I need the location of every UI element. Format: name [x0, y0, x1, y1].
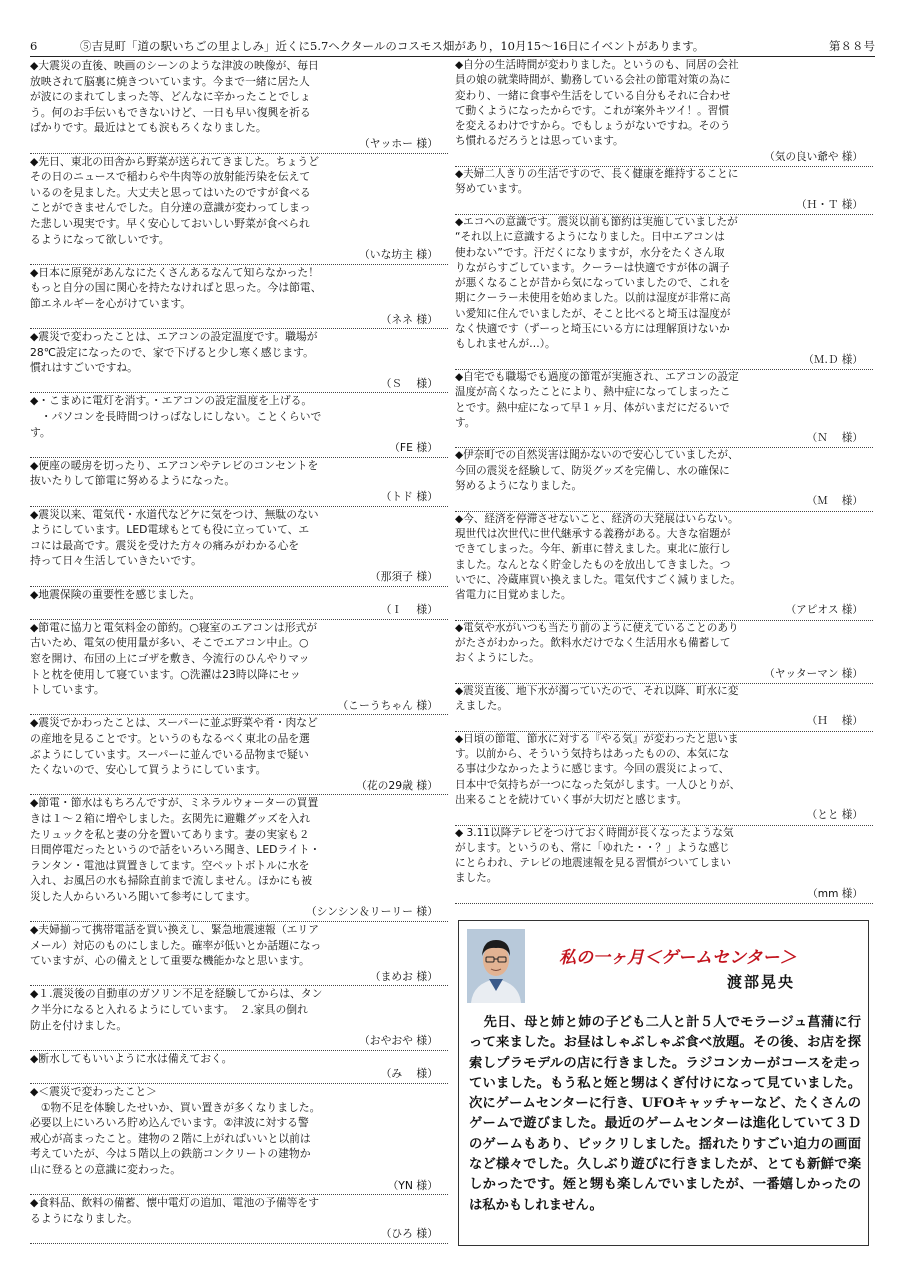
- reader-comment: [455, 732, 873, 826]
- reader-comment: [455, 448, 873, 511]
- author-photo: [467, 929, 525, 1003]
- comment-signature: （ヤッホー 様）: [358, 136, 438, 150]
- left-column: [30, 58, 448, 1244]
- comment-signature: （ひろ 様）: [380, 1227, 438, 1241]
- comment-signature: （花の29歳 様）: [356, 778, 438, 792]
- comment-signature: （いな坊主 様）: [358, 248, 438, 262]
- comment-text: ◆節電・節水はもちろんですが、ミネラルウォーターの買置 きは１～２箱に増やしました。玄関先に避難グッズを入れ たリュックを私と妻の分を置いてあります。妻の実家も２ 日間停電だったというので話をいろいろ聞き、LEDライト・ ランタン・電池は買置きしてます。空ペットボトルに水を 入れ、お風呂の水も掃除直前まで流しません。ほかにも被 災した人からいろいろ聞いて参考にしてます。: [30, 796, 321, 903]
- comment-signature: （Ｎ 様）: [806, 432, 863, 445]
- comment-signature: （Ｉ 様）: [380, 603, 438, 617]
- reader-comment: [455, 58, 873, 167]
- comment-text: ◆自分の生活時間が変わりました。というのも、同居の会社 員の娘の就業時間が、勤務している会社の節電対策の為に 変わり、一緒に食事や生活をしている自分もそれに合わせ て動くようになったからです。これが案外キツイ！。習慣 を変えるわけですから。でもしょうがないですね。そのう ち慣れるだろうとは思っています。: [455, 59, 739, 148]
- reader-comment: [455, 512, 873, 621]
- comment-text: ◆地震保険の重要性を感じました。: [30, 587, 201, 601]
- essay-box: [458, 920, 869, 1246]
- page-number: 6: [30, 39, 38, 53]
- comment-text: ◆節電に協力と電気料金の節約。○寝室のエアコンは形式が 古いため、電気の使用量が多い、そこでエアコン中止。○ 窓を開け、布団の上にゴザを敷き、今流行のひんやりマッ トと枕を使用して寝ています。○洗濯は23時以降にセッ トしています。: [30, 620, 318, 697]
- comment-text: ◆１.震災後の自動車のガソリン不足を経験してからは、タン ク半分になると入れるようにしています。 ２.家具の倒れ 防止を付けました。: [30, 987, 323, 1032]
- reader-comment: [30, 507, 448, 587]
- comment-text: ◆食料品、飲料の備蓄、懐中電灯の追加、電池の予備等をす るようになりました。: [30, 1196, 320, 1225]
- reader-comment: [455, 370, 873, 448]
- right-column: [455, 58, 873, 904]
- reader-comment: [455, 826, 873, 904]
- reader-comment: [455, 167, 873, 215]
- comment-signature: （Ｈ・Ｔ 様）: [796, 198, 863, 211]
- comment-text: ◆夫婦二人きりの生活ですので、長く健康を維持することに 努めています。: [455, 168, 739, 196]
- reader-comment: [30, 329, 448, 393]
- reader-comment: [30, 393, 448, 457]
- header-notice: ⑤吉見町「道の駅いちごの里よしみ」近くに5.7ヘクタールのコスモス畑があり，10月15～16日にイベントがあります。: [80, 39, 705, 53]
- comment-text: ◆＜震災で変わったこと＞ ①物不足を体験したせいか、買い置きが多くなりました。 必要以上にいろいろ貯め込んでいます。②津波に対する警 戒心が高まったこと。建物の２階に上がればいいと以前は 考えていたが、今は５階以上の鉄筋コンクリートの建物か 山に登るとの意識に変わった。: [30, 1085, 321, 1176]
- comment-text: ◆今、経済を停滞させないこと、経済の大発展はいらない。 現世代は次世代に世代継承する義務がある。大きな宿題が できてしまった。今年、新車に替えました。東北に旅行し ました。なんとなく貯金したものを放出してきました。つ いでに、冷蔵庫買い換えました。電気代すごく減りました。 省電力に目覚めました。: [455, 512, 742, 602]
- reader-comment: [30, 265, 448, 329]
- comment-signature: （Ｍ.Ｄ 様）: [803, 353, 863, 366]
- reader-comment: [30, 458, 448, 507]
- comment-text: ◆大震災の直後、映画のシーンのような津波の映像が、毎日 放映されて脳裏に焼きついています。今まで一緒に居た人 が波にのまれてしまった等、どんなに辛かったことでしょ う。何のお手伝いもできないけど、一日も早い復興を祈る ばかりです。最近はとても涙もろくなりました。: [30, 59, 319, 135]
- comment-text: ◆便座の暖房を切ったり、エアコンやテレビのコンセントを 抜いたりして節電に努めるようになった。: [30, 458, 319, 488]
- reader-comment: [30, 715, 448, 795]
- comment-text: ◆伊奈町での自然災害は聞かないので安心していましたが、 今回の震災を経験して、防災グッズを完備し、水の確保に 努めるようになりました。: [455, 449, 739, 493]
- reader-comment: [30, 1051, 448, 1084]
- comment-signature: （トド 様）: [380, 490, 438, 504]
- reader-comment: [30, 620, 448, 716]
- comment-signature: （シンシン＆リーリー 様）: [305, 905, 438, 919]
- issue-number: 第８８号: [829, 39, 875, 53]
- comment-signature: （アピオス 様）: [785, 604, 863, 617]
- comment-signature: （Ｓ 様）: [380, 376, 438, 390]
- comment-signature: （ヤッターマン 様）: [764, 667, 863, 680]
- comment-text: ◆先日、東北の田舎から野菜が送られてきました。ちょうど その日のニュースで稲わらや牛肉等の放射能汚染を伝えて いるのを見ました。大丈夫と思ってはいたのですが食べる ことができませんでした。自分達の意識が変わってしまっ た悲しい現実です。早く安心しておいしい野菜が食べられ るようになって欲しいです。: [30, 154, 320, 246]
- comment-signature: （FE 様）: [389, 441, 438, 455]
- comment-signature: （ネネ 様）: [380, 312, 438, 326]
- comment-text: ◆ 3.11以降テレビをつけておく時間が長くなったような気 がします。というのも、常に「ゆれた・・？」ような感じ にとらわれ、テレビの地震速報を見る習慣がついてしまい ました。: [455, 826, 734, 885]
- comment-signature: （Ｍ 様）: [806, 495, 863, 508]
- comment-signature: （Ｈ 様）: [806, 715, 863, 728]
- page-header: [30, 37, 875, 55]
- comment-signature: （み 様）: [380, 1067, 438, 1081]
- reader-comment: [30, 1195, 448, 1244]
- comment-text: ◆断水してもいいように水は備えておく。: [30, 1051, 233, 1065]
- reader-comment: [30, 922, 448, 986]
- reader-comment: [30, 795, 448, 922]
- comment-text: ◆日頃の節電、節水に対する『やる気』が変わったと思いま す。以前から、そういう気持ちはあったものの、本気にな る事は少なかったように感じます。今回の震災によって、 日本中で気持ちが一つになった気がします。一人ひとりが、 出来ることを続けていく事が大切だと感じます。: [455, 732, 741, 806]
- comment-text: ◆震災直後、地下水が濁っていたので、それ以降、町水に変 えました。: [455, 684, 739, 713]
- comment-text: ◆エコへの意識です。震災以前も節約は実施していましたが “それ以上に意識するようになりました。日中エアコンは 使わない”です。汗だくになりますが，水分をたくさん取 りながらすごしています。クーラーは快適ですが体の調子 が悪くなることが昔から気になっていましたので、これを 期にクーラー未使用を始めました。以前は湿度が非常に高 い愛知に住んでいましたが、そこと比べると埼玉は湿度が なく快適です（ずーっと埼玉にいる方には理解頂けないか もしれませんが…）。: [455, 215, 738, 351]
- reader-comment: [455, 215, 873, 370]
- reader-comment: [455, 621, 873, 684]
- comment-signature: （気の良い爺や 様）: [764, 150, 863, 163]
- comment-signature: （YN 様）: [387, 1178, 438, 1192]
- essay-title: 私の一ヶ月＜ゲームセンター＞: [559, 948, 797, 968]
- reader-comment: [30, 587, 448, 620]
- comment-text: ◆日本に原発があんなにたくさんあるなんて知らなかった！ もっと自分の国に関心を持たなければと思った。今は節電、 節エネルギーを心がけています。: [30, 265, 322, 310]
- author-portrait-icon: [467, 929, 525, 1003]
- comment-text: ◆震災で変わったことは、エアコンの設定温度です。職場が 28℃設定になったので、家で下げると少し寒く感じます。 慣れはすごいですね。: [30, 330, 318, 375]
- comment-text: ◆震災でかわったことは、スーパーに並ぶ野菜や肴・肉など の産地を見ることです。というのもなるべく東北の品を選 ぶようにしています。スーパーに並んでいる品物まで疑い たくないので、安心して買うようにしています。: [30, 716, 318, 777]
- comment-signature: （おやおや 様）: [358, 1034, 438, 1048]
- comment-signature: （mm 様）: [807, 887, 863, 900]
- comment-text: ◆・こまめに電灯を消す。・エアコンの設定温度を上げる。 ・パソコンを長時間つけっぱなしにしない。ことくらいで す。: [30, 394, 322, 439]
- header-rule: [30, 56, 875, 57]
- comment-signature: （こーうちゃん 様）: [337, 698, 438, 712]
- comment-signature: （とと 様）: [806, 809, 863, 822]
- comment-text: ◆電気や水がいつも当たり前のように使えていることのあり がたさがわかった。飲料水だけでなく生活用水も備蓄して おくようにした。: [455, 621, 739, 665]
- reader-comment: [30, 58, 448, 154]
- comment-text: ◆自宅でも職場でも過度の節電が実施され、エアコンの設定 温度が高くなったことにより、熱中症になってしまったこ とです。熱中症になって早１ヶ月、体がいまだにだるいで す。: [455, 370, 739, 429]
- comment-signature: （那須子 様）: [369, 570, 438, 583]
- essay-author: 渡部晃央: [727, 973, 796, 991]
- comment-text: ◆夫婦揃って携帯電話を買い換えし、緊急地震速報（エリア メール）対応のものにしました。確率が低いとか話題になっ ていますが、心の備えとして重要な機能かなと思います。: [30, 923, 322, 968]
- essay-body: 先日、母と姉と姉の子ども二人と計５人でモラージュ菖蒲に行って来ました。お昼はしゃぶしゃぶ食べ放題。その後、お店を探索しプラモデルの店に行きました。ラジコンカーがコースを走っていました。もう私と姪と甥はくぎ付けになって見ていました。次にゲームセンターに行き、UFOキャッチャーなど、たくさんのゲームで遊びました。最近のゲームセンターは進化していて３Ｄのゲームもあり、ビックリしました。揺れたりすごい迫力の画面など様々でした。久しぶり遊びに行きましたが、とても新鮮で楽しかったです。姪と甥も楽しんでいましたが、一番嬉しかったのは私かもしれません。: [469, 1015, 861, 1213]
- comment-text: ◆震災以来、電気代・水道代などケに気をつけ、無駄のない ようにしています。LED電球もとても役に立っていて、エ コには最高です。震災を受けた方々の痛みがわかる心を 持って日々生活していきたいです。: [30, 507, 319, 568]
- reader-comment: [30, 1084, 448, 1195]
- reader-comment: [30, 986, 448, 1050]
- comment-signature: （まめお 様）: [369, 969, 438, 983]
- reader-comment: [455, 684, 873, 732]
- reader-comment: [30, 154, 448, 265]
